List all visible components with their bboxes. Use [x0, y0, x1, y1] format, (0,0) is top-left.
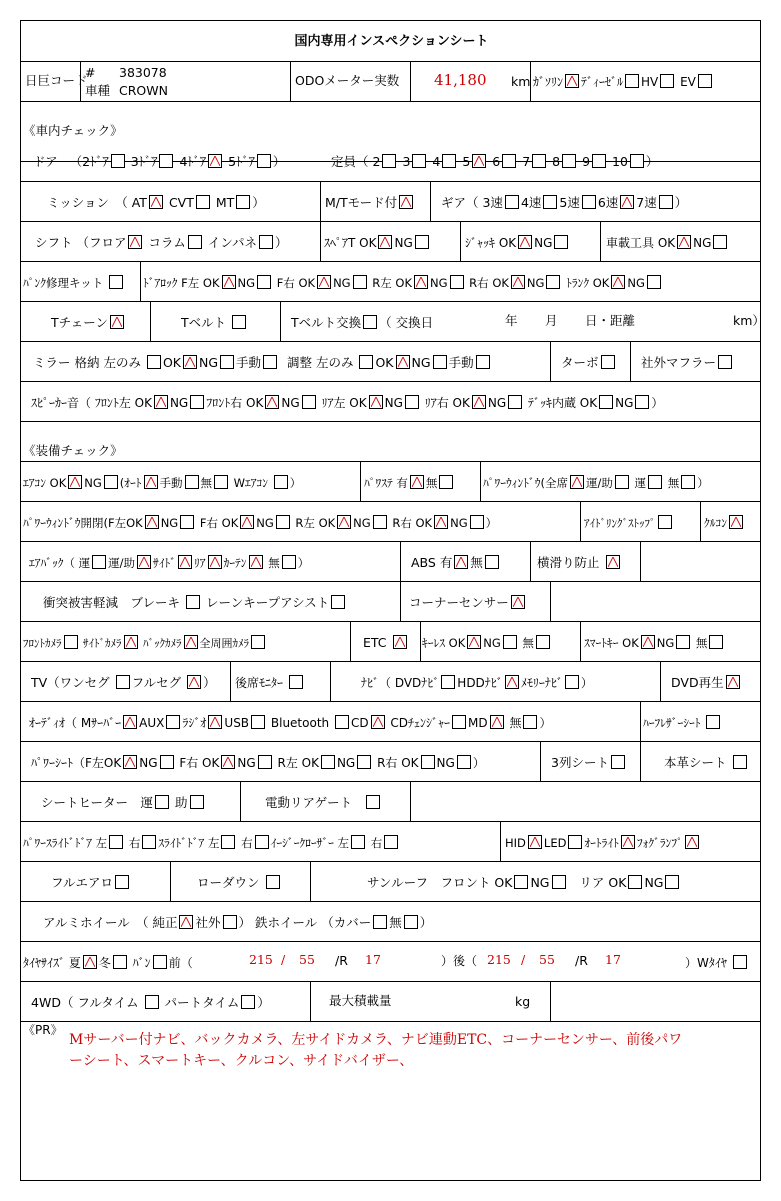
rear-r-label: /R [575, 953, 588, 968]
winter-tire-checkbox[interactable] [113, 955, 127, 969]
idle-stop-checkbox[interactable] [658, 515, 672, 529]
spk-rl-ng-checkbox[interactable] [405, 395, 419, 409]
skid-row: 横滑り防止 [537, 555, 622, 570]
aircon-ng-checkbox[interactable] [104, 475, 118, 489]
pwo-rl-ng-checkbox[interactable] [373, 515, 387, 529]
muffler-checkbox[interactable] [718, 355, 732, 369]
memory-navi-checkbox[interactable] [565, 675, 579, 689]
steel-none-checkbox[interactable] [404, 915, 418, 929]
autolight-checkbox[interactable] [621, 835, 635, 849]
door4-checkbox[interactable] [208, 154, 222, 168]
km-close-label: km） [733, 313, 765, 328]
lowdown-row: ローダウン [197, 875, 282, 890]
fwd-row: 4WD（ フルタイム パートタイム ） [31, 995, 270, 1010]
ps-fr-ok-checkbox[interactable] [221, 755, 235, 769]
door5-checkbox[interactable] [257, 154, 271, 168]
inspection-sheet [20, 20, 765, 1181]
pw-open-row: ﾊﾟﾜｰｳｨﾝﾄﾞｳ開閉(F左OK NG F右 OK NG R左 OK NG R右 OK NG ） [23, 516, 498, 530]
puncture-row: ﾊﾟﾝｸ修理キット [23, 275, 125, 290]
airbag-row: ｴｱﾊﾞｯｸ（ 運 運/助 ｻｲﾄﾞ ﾘｱ ｶｰﾃﾝ 無 ） [29, 556, 310, 570]
jack-ok-checkbox[interactable] [518, 235, 532, 249]
spk-fl-ok-checkbox[interactable] [154, 395, 168, 409]
cd-checkbox[interactable] [371, 715, 385, 729]
pwo-fl-ng-checkbox[interactable] [180, 515, 194, 529]
gear-row: ギア（ 3速 4速 5速 6速 7速 ） [441, 195, 688, 210]
spk-rr-ng-checkbox[interactable] [508, 395, 522, 409]
ps-fl-ng-checkbox[interactable] [160, 755, 174, 769]
tbelt-checkbox[interactable] [232, 315, 246, 329]
cd-changer-checkbox[interactable] [452, 715, 466, 729]
airbag-side-checkbox[interactable] [178, 555, 192, 569]
w-tire-checkbox[interactable] [733, 955, 747, 969]
corner-row: コーナーセンサー [409, 595, 527, 610]
smartkey-ok-checkbox[interactable] [641, 635, 655, 649]
section-interior: 《車内チェック》 [23, 123, 123, 138]
rear-aspect: 55 [539, 952, 555, 967]
power-seat-row: ﾊﾟﾜｰｼｰﾄ（F左OK NG F右 OK NG R左 OK NG R右 OK NG ） [31, 756, 485, 770]
rear-slash: / [521, 952, 526, 967]
day-distance-label: 日・距離 [585, 313, 636, 328]
dvd-row: DVD再生 [671, 675, 742, 690]
skid-checkbox[interactable] [606, 555, 620, 569]
van-tire-checkbox[interactable] [153, 955, 167, 969]
jack-row: ｼﾞｬｯｷ OK NG [465, 235, 570, 249]
jack-ng-checkbox[interactable] [554, 235, 568, 249]
heater-driver-checkbox[interactable] [155, 795, 169, 809]
audio-none-checkbox[interactable] [523, 715, 537, 729]
mt-checkbox[interactable] [236, 195, 250, 209]
aux-checkbox[interactable] [166, 715, 180, 729]
deck-ng-checkbox[interactable] [635, 395, 649, 409]
maxload-label: 最大積載量 [329, 993, 392, 1008]
hdd-navi-checkbox[interactable] [505, 675, 519, 689]
dvd-navi-checkbox[interactable] [441, 675, 455, 689]
dvd-play-checkbox[interactable] [726, 675, 740, 689]
radio-checkbox[interactable] [208, 715, 222, 729]
mirror-fold-manual-checkbox[interactable] [263, 355, 277, 369]
lock-rr-ok-checkbox[interactable] [511, 275, 525, 289]
seat6-checkbox[interactable] [502, 154, 516, 168]
aircon-ok-checkbox[interactable] [68, 475, 82, 489]
half-leather-checkbox[interactable] [706, 715, 720, 729]
tools-ok-checkbox[interactable] [677, 235, 691, 249]
leather-row: 本革シート [664, 755, 749, 770]
mirror-adjust-ng-checkbox[interactable] [433, 355, 447, 369]
aircon-row: ｴｱｺﾝ OK NG (ｵｰﾄ 手動 無 Wｴｱｺﾝ ） [23, 476, 302, 490]
mirror-fold-ng-checkbox[interactable] [220, 355, 234, 369]
light-row: HID LED ｵｰﾄﾗｲﾄ ﾌｫｸﾞﾗﾝﾌﾟ [505, 835, 701, 850]
etc-checkbox[interactable] [393, 635, 407, 649]
model-value: CROWN [119, 83, 168, 98]
mirror-fold-left-checkbox[interactable] [147, 355, 161, 369]
powersteer-row: ﾊﾟﾜｽﾃ 有 無 [364, 475, 455, 490]
mission-row: ミッション （ AT CVT MT ） [47, 195, 265, 210]
row3-row: 3列シート [551, 755, 627, 770]
inpane-shift-checkbox[interactable] [259, 235, 273, 249]
fullseg-checkbox[interactable] [187, 675, 201, 689]
rear-rim: 17 [605, 952, 621, 967]
at-checkbox[interactable] [149, 195, 163, 209]
lock-fl-ng-checkbox[interactable] [257, 275, 271, 289]
w-aircon-checkbox[interactable] [274, 475, 288, 489]
year-label: 年 [505, 313, 518, 328]
front-slash: / [281, 952, 286, 967]
fuel-gasoline-checkbox[interactable] [565, 74, 579, 88]
aero-row: フルエアロ [51, 875, 131, 890]
pwo-rr-ng-checkbox[interactable] [470, 515, 484, 529]
tchain-row: Tチェーン [51, 315, 126, 330]
ps-fr-ng-checkbox[interactable] [258, 755, 272, 769]
pw-none-checkbox[interactable] [681, 475, 695, 489]
cruise-checkbox[interactable] [729, 515, 743, 529]
slide-right-checkbox[interactable] [255, 835, 269, 849]
odo-value: 41,180 [434, 71, 487, 89]
lock-fr-ng-checkbox[interactable] [353, 275, 367, 289]
side-camera-checkbox[interactable] [124, 635, 138, 649]
abs-row: ABS 有 無 [411, 555, 501, 570]
corner-sensor-checkbox[interactable] [511, 595, 525, 609]
odo-label: ODOメーター実数 [295, 73, 400, 88]
airbag-curtain-checkbox[interactable] [249, 555, 263, 569]
tbelt-change-checkbox[interactable] [363, 315, 377, 329]
pwo-fr-ng-checkbox[interactable] [276, 515, 290, 529]
door3-checkbox[interactable] [159, 154, 173, 168]
section-equipment: 《装備チェック》 [23, 443, 123, 458]
alloy-aftermarket-checkbox[interactable] [223, 915, 237, 929]
idle-stop-row: ｱｲﾄﾞﾘﾝｸﾞｽﾄｯﾌﾟ [584, 515, 674, 529]
tools-ng-checkbox[interactable] [713, 235, 727, 249]
fuel-diesel-checkbox[interactable] [625, 74, 639, 88]
door2-checkbox[interactable] [111, 154, 125, 168]
mirror-adjust-ok-checkbox[interactable] [396, 355, 410, 369]
etc-row: ETC [363, 635, 409, 650]
aircon-auto-checkbox[interactable] [144, 475, 158, 489]
trunk-ok-checkbox[interactable] [611, 275, 625, 289]
steel-cover-checkbox[interactable] [373, 915, 387, 929]
column-shift-checkbox[interactable] [188, 235, 202, 249]
mirror-adjust-left-checkbox[interactable] [359, 355, 373, 369]
smartkey-none-checkbox[interactable] [709, 635, 723, 649]
front-r-label: /R [335, 953, 348, 968]
airbag-dp-checkbox[interactable] [137, 555, 151, 569]
tailgate-checkbox[interactable] [366, 795, 380, 809]
smartkey-row: ｽﾏｰﾄｷｰ OK NG 無 [584, 635, 725, 650]
pwo-fr-ok-checkbox[interactable] [240, 515, 254, 529]
spare-row: ｽﾍﾟｱT OK NG [324, 235, 431, 249]
fuel-ev-checkbox[interactable] [698, 74, 712, 88]
summer-tire-checkbox[interactable] [83, 955, 97, 969]
deck-ok-checkbox[interactable] [599, 395, 613, 409]
door-row: ドア （2ﾄﾞｱ 3ﾄﾞｱ 4ﾄﾞｱ 5ﾄﾞｱ ） [33, 154, 286, 169]
around-camera-checkbox[interactable] [251, 635, 265, 649]
gear6-checkbox[interactable] [620, 195, 634, 209]
led-checkbox[interactable] [568, 835, 582, 849]
keyless-none-checkbox[interactable] [536, 635, 550, 649]
lock-rl-ok-checkbox[interactable] [414, 275, 428, 289]
seat10-checkbox[interactable] [630, 154, 644, 168]
kg-label: kg [515, 994, 531, 1009]
section-pr: 《PR》 [23, 1023, 63, 1037]
fuel-hv-checkbox[interactable] [660, 74, 674, 88]
third-row-checkbox[interactable] [611, 755, 625, 769]
pw-d-checkbox[interactable] [648, 475, 662, 489]
lane-keep-checkbox[interactable] [331, 595, 345, 609]
back-camera-checkbox[interactable] [184, 635, 198, 649]
seat7-checkbox[interactable] [532, 154, 546, 168]
month-label: 月 [545, 313, 558, 328]
sunroof-rear-ok-checkbox[interactable] [628, 875, 642, 889]
front-aspect: 55 [299, 952, 315, 967]
code-label: 日巨コード [25, 73, 88, 88]
seat5-checkbox[interactable] [472, 154, 486, 168]
num-prefix: # [85, 65, 96, 80]
pwo-rr-ok-checkbox[interactable] [434, 515, 448, 529]
tchain-checkbox[interactable] [110, 315, 124, 329]
md-checkbox[interactable] [490, 715, 504, 729]
ps-rl-ok-checkbox[interactable] [321, 755, 335, 769]
slide-left-checkbox[interactable] [221, 835, 235, 849]
aircon-manual-checkbox[interactable] [185, 475, 199, 489]
gear5-checkbox[interactable] [582, 195, 596, 209]
aircon-none-checkbox[interactable] [214, 475, 228, 489]
abs-none-checkbox[interactable] [485, 555, 499, 569]
mtmode-checkbox[interactable] [399, 195, 413, 209]
m-server-checkbox[interactable] [123, 715, 137, 729]
pr-text: Mサーバー付ナビ、バックカメラ、左サイドカメラ、ナビ連動ETC、コーナーセンサー、前後パワーシート、スマートキー、クルコン、サイドバイザー、 [69, 1032, 683, 1069]
speaker-row: ｽﾋﾟｰｶｰ音（ ﾌﾛﾝﾄ左 OK NG ﾌﾛﾝﾄ右 OK NG ﾘｱ左 OK NG ﾘｱ右 OK NG ﾃﾞｯｷ内蔵 OK NG ） [31, 396, 664, 410]
rear-size-label: ）後（ [441, 954, 478, 968]
trunk-ng-checkbox[interactable] [647, 275, 661, 289]
sunroof-row: サンルーフ フロント OK NG リア OK NG [367, 875, 681, 890]
keyless-ok-checkbox[interactable] [467, 635, 481, 649]
seat8-checkbox[interactable] [562, 154, 576, 168]
stock-number: 383078 [119, 65, 167, 80]
pwo-fl-ok-checkbox[interactable] [145, 515, 159, 529]
camera-row: ﾌﾛﾝﾄｶﾒﾗ ｻｲﾄﾞｶﾒﾗ ﾊﾞｯｸｶﾒﾗ 全周囲ｶﾒﾗ [23, 635, 267, 649]
seats-row: 定員（ 2 3 4 5 6 7 8 9 10 ） [331, 154, 659, 169]
odo-unit: km [511, 74, 531, 89]
tv-row: TV（ワンセグ フルセグ ） [31, 675, 216, 690]
rear-monitor-checkbox[interactable] [289, 675, 303, 689]
gear7-checkbox[interactable] [659, 195, 673, 209]
gear4-checkbox[interactable] [543, 195, 557, 209]
seat2-checkbox[interactable] [382, 154, 396, 168]
lowdown-checkbox[interactable] [266, 875, 280, 889]
powerwindow-row: ﾊﾟﾜｰｳｨﾝﾄﾞｳ(全席 運/助 運 無 ） [483, 476, 709, 490]
ps-rl-ng-checkbox[interactable] [357, 755, 371, 769]
fuel-row: ｶﾞｿﾘﾝ ﾃﾞｨｰｾﾞﾙ HV EV [533, 74, 714, 88]
lock-rr-ng-checkbox[interactable] [546, 275, 560, 289]
airbag-d-checkbox[interactable] [92, 555, 106, 569]
mtmode-row: M/Tモード付 [325, 195, 415, 210]
half-leather-row: ﾊｰﾌﾚｻﾞｰｼｰﾄ [643, 715, 722, 730]
usb-checkbox[interactable] [251, 715, 265, 729]
airbag-rear-checkbox[interactable] [208, 555, 222, 569]
cvt-checkbox[interactable] [196, 195, 210, 209]
turbo-checkbox[interactable] [601, 355, 615, 369]
foglamp-checkbox[interactable] [685, 835, 699, 849]
floor-shift-checkbox[interactable] [128, 235, 142, 249]
parttime-checkbox[interactable] [241, 995, 255, 1009]
ps-rr-ng-checkbox[interactable] [457, 755, 471, 769]
closer-right-checkbox[interactable] [384, 835, 398, 849]
spk-rl-ok-checkbox[interactable] [369, 395, 383, 409]
oneseg-checkbox[interactable] [116, 675, 130, 689]
tire-row: ﾀｲﾔｻｲｽﾞ 夏 冬 ﾊﾞﾝ 前（ [23, 956, 193, 970]
smartkey-ng-checkbox[interactable] [676, 635, 690, 649]
alloy-oem-checkbox[interactable] [179, 915, 193, 929]
ps-rr-ok-checkbox[interactable] [421, 755, 435, 769]
slide-door-row: ﾊﾟﾜｰｽﾗｲﾄﾞﾄﾞｱ 左 右 ｽﾗｲﾄﾞﾄﾞｱ 左 右 ｲｰｼﾞｰｸﾛｰｻﾞｰ 左 右 [23, 835, 400, 850]
seat3-checkbox[interactable] [412, 154, 426, 168]
heater-passenger-checkbox[interactable] [190, 795, 204, 809]
powersteer-yes-checkbox[interactable] [410, 475, 424, 489]
sunroof-front-ng-checkbox[interactable] [552, 875, 566, 889]
wheel-row: アルミホイール （ 純正 社外 ） 鉄ホイール （カバー 無 ） [43, 915, 433, 930]
shift-row: シフト （フロア コラム インパネ ） [35, 235, 288, 250]
sunroof-rear-ng-checkbox[interactable] [665, 875, 679, 889]
brake-row: 衝突被害軽減 ブレーキ レーンキープアシスト [43, 595, 347, 610]
rear-width: 215 [487, 952, 511, 967]
spk-fr-ng-checkbox[interactable] [302, 395, 316, 409]
airbag-none-checkbox[interactable] [282, 555, 296, 569]
heater-row: シートヒーター 運 助 [41, 795, 206, 810]
keyless-row: ｷｰﾚｽ OK NG 無 [422, 635, 552, 650]
sunroof-front-ok-checkbox[interactable] [514, 875, 528, 889]
rear-monitor-row: 後席ﾓﾆﾀｰ [235, 675, 305, 689]
pslide-right-checkbox[interactable] [142, 835, 156, 849]
keyless-ng-checkbox[interactable] [503, 635, 517, 649]
pwo-rl-ok-checkbox[interactable] [337, 515, 351, 529]
bluetooth-checkbox[interactable] [335, 715, 349, 729]
mirror-adjust-manual-checkbox[interactable] [476, 355, 490, 369]
mirror-row: ミラー 格納 左のみ OK NG 手動 調整 左のみ OK NG 手動 [33, 355, 492, 370]
brake-checkbox[interactable] [186, 595, 200, 609]
muffler-row: 社外マフラー [641, 355, 734, 370]
lock-rl-ng-checkbox[interactable] [450, 275, 464, 289]
front-width: 215 [249, 952, 273, 967]
tbelt-change-row: Tベルト交換 （ 交換日 [291, 315, 434, 330]
seat9-checkbox[interactable] [592, 154, 606, 168]
full-aero-checkbox[interactable] [115, 875, 129, 889]
front-camera-checkbox[interactable] [64, 635, 78, 649]
leather-checkbox[interactable] [733, 755, 747, 769]
puncture-kit-checkbox[interactable] [109, 275, 123, 289]
spk-rr-ok-checkbox[interactable] [472, 395, 486, 409]
closer-left-checkbox[interactable] [351, 835, 365, 849]
front-rim: 17 [365, 952, 381, 967]
gear3-checkbox[interactable] [505, 195, 519, 209]
navi-row: ﾅﾋﾞ（ DVDﾅﾋﾞ HDDﾅﾋﾞ ﾒﾓﾘｰﾅﾋﾞ ） [361, 676, 593, 690]
powersteer-none-checkbox[interactable] [439, 475, 453, 489]
ps-fl-ok-checkbox[interactable] [123, 755, 137, 769]
turbo-row: ターボ [561, 355, 617, 370]
spare-ok-checkbox[interactable] [378, 235, 392, 249]
abs-yes-checkbox[interactable] [454, 555, 468, 569]
w-tire-row: ）Wﾀｲﾔ [685, 955, 749, 969]
sheet-title: 国内専用インスペクションシート [294, 34, 489, 49]
spk-fr-ok-checkbox[interactable] [265, 395, 279, 409]
mirror-fold-ok-checkbox[interactable] [183, 355, 197, 369]
cruise-row: ｸﾙｺﾝ [704, 515, 745, 530]
hid-checkbox[interactable] [528, 835, 542, 849]
tailgate-row: 電動リアゲート [265, 795, 382, 810]
seat4-checkbox[interactable] [442, 154, 456, 168]
spare-ng-checkbox[interactable] [415, 235, 429, 249]
spk-fl-ng-checkbox[interactable] [190, 395, 204, 409]
lock-fl-ok-checkbox[interactable] [222, 275, 236, 289]
pw-dp-checkbox[interactable] [615, 475, 629, 489]
tbelt-row: Tベルト [181, 315, 248, 330]
pw-all-checkbox[interactable] [570, 475, 584, 489]
pslide-left-checkbox[interactable] [109, 835, 123, 849]
lock-fr-ok-checkbox[interactable] [317, 275, 331, 289]
tools-row: 車載工具 OK NG [606, 235, 729, 249]
audio-row: ｵｰﾃﾞｨｵ（ Mｻｰﾊﾞｰ AUX ﾗｼﾞｵ USB Bluetooth CD CDﾁｪﾝｼﾞｬｰ MD 無 ） [29, 716, 552, 730]
model-label: 車種 [85, 83, 111, 98]
fulltime-checkbox[interactable] [145, 995, 159, 1009]
doorlock-row: ﾄﾞｱﾛｯｸ F左 OK NG F右 OK NG R左 OK NG R右 OK NG ﾄﾗﾝｸ OK NG [143, 275, 663, 290]
